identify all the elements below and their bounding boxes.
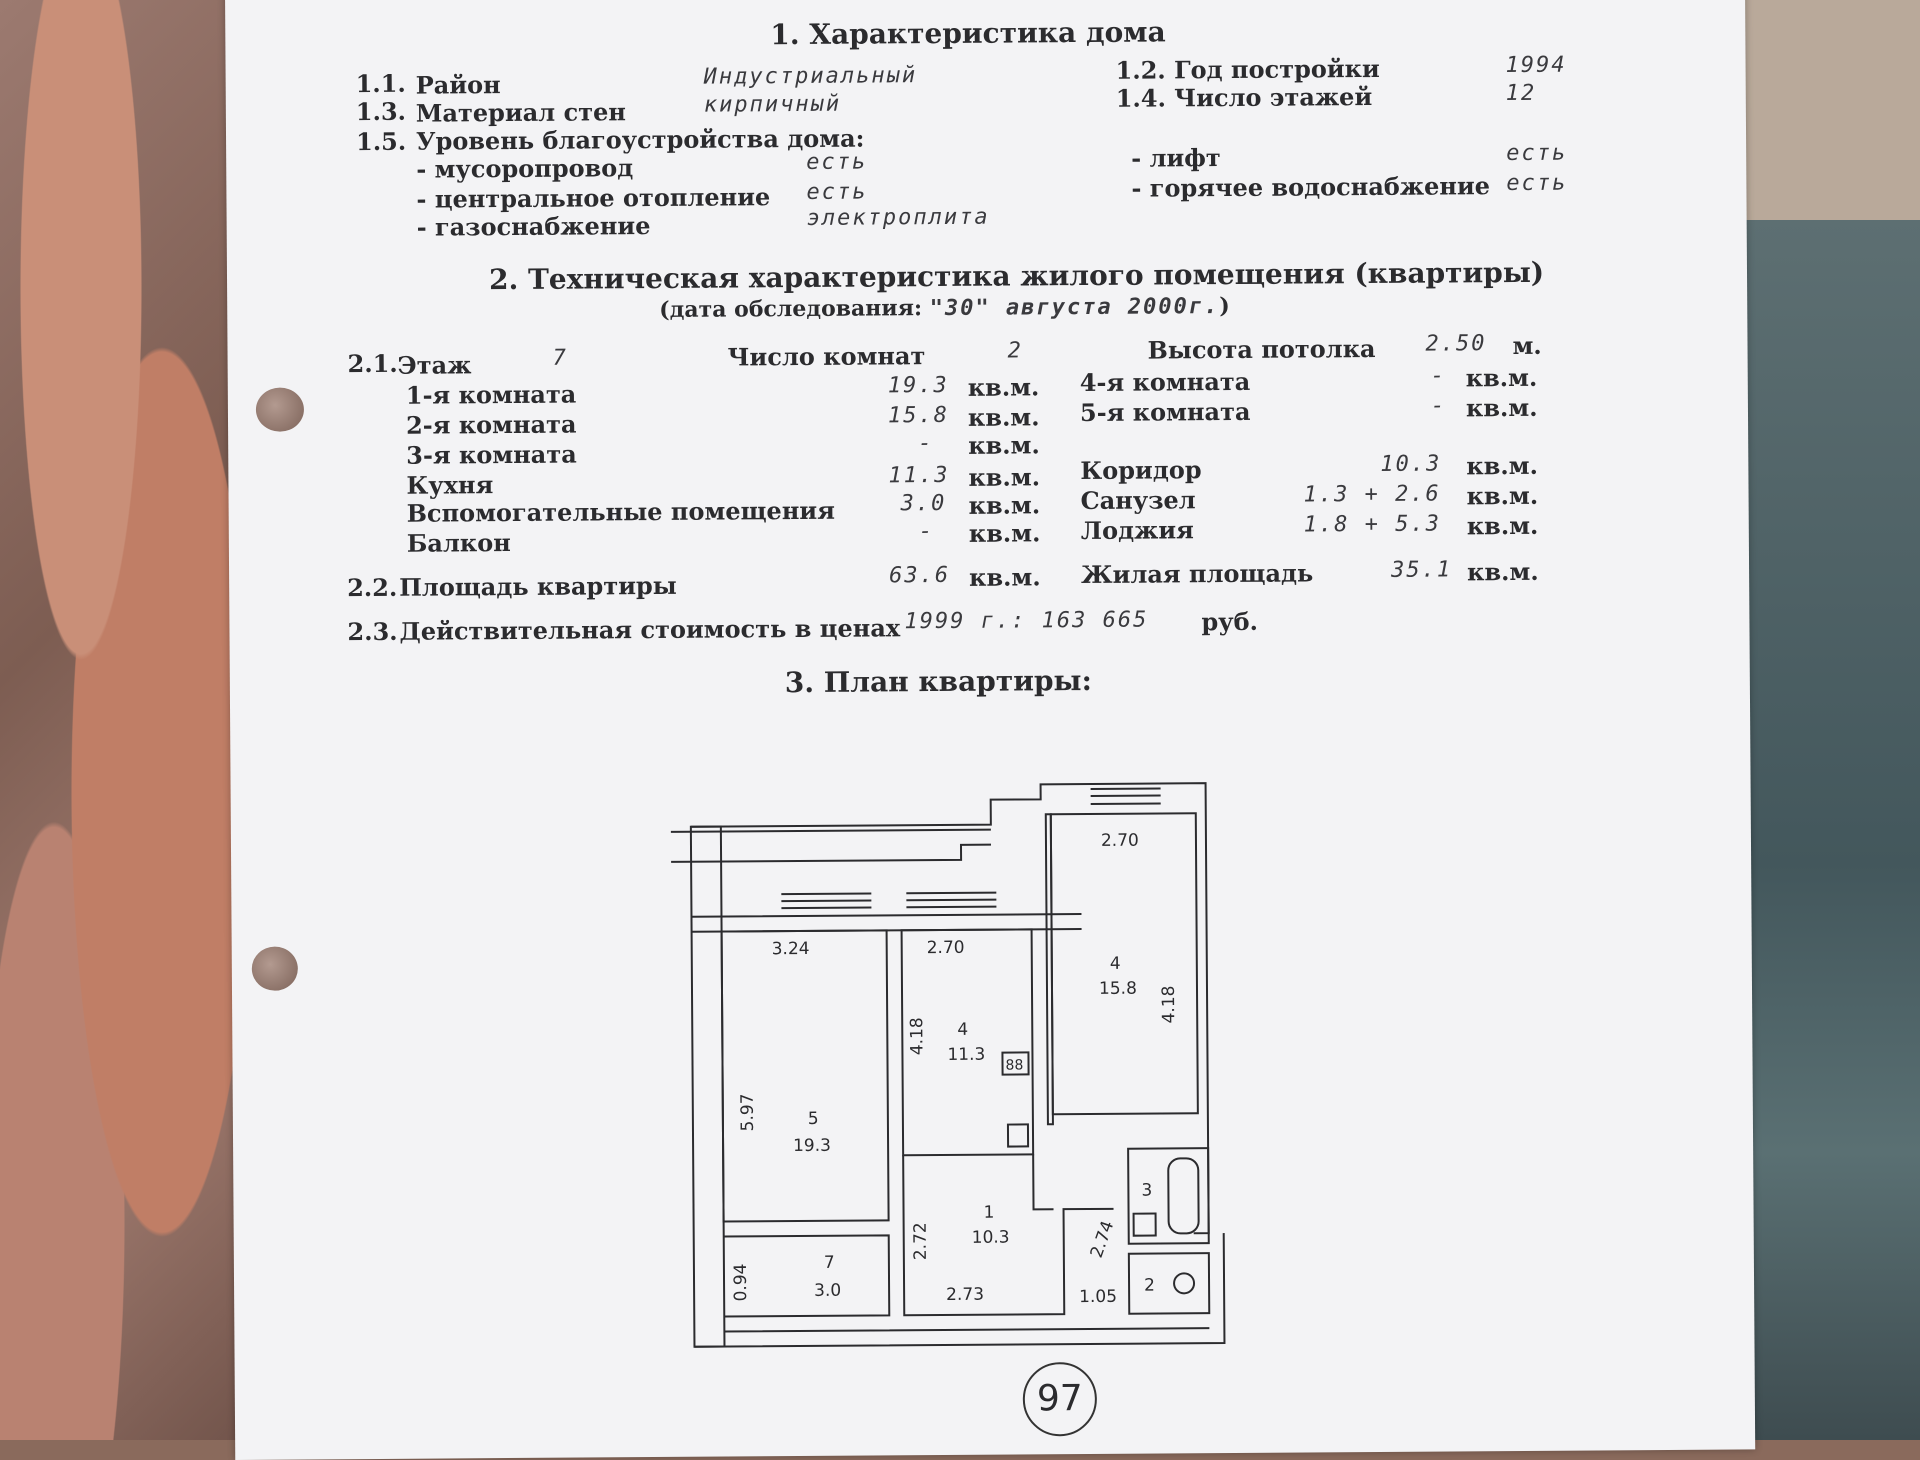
item-balcony-label: Балкон [406,528,511,558]
item-loggia-value: 1.8 + 5.3 [1303,511,1442,538]
plan-wc-w: 1.05 [1079,1286,1118,1308]
row-1-3-value: кирпичный [703,91,842,118]
plan-room1-h: 5.97 [737,1093,758,1132]
ceiling-label: Высота потолка [1147,333,1376,365]
amenity-heating-value: есть [806,179,868,205]
item-bathroom-label: Санузел [1080,485,1196,516]
item-room1-unit: кв.м. [967,372,1040,402]
plan-corr-area: 10.3 [971,1227,1010,1248]
item-aux-label: Вспомогательные помещения [406,495,835,528]
amenity-lift-label: - лифт [1131,143,1221,173]
page-number: 97 [1023,1362,1098,1437]
row-1-1-num: 1.1. [355,68,406,99]
plan-kitchen-area: 11.3 [947,1044,986,1065]
item-aux-value: 3.0 [900,490,947,517]
row-1-5-label: Уровень благоустройства дома: [415,123,865,156]
item-room4-value: - [1430,363,1447,389]
item-room3-unit: кв.м. [968,430,1040,460]
plan-corr-num: 1 [983,1202,995,1223]
plan-room1-area: 19.3 [793,1135,832,1157]
row-1-3-num: 1.3. [355,96,407,127]
ceiling-unit: м. [1512,330,1542,361]
amenity-heating-label: - центральное отопление [416,182,771,214]
item-room1-value: 19.3 [887,372,949,399]
item-aux-unit: кв.м. [968,490,1041,520]
item-room2-value: 15.8 [887,402,950,429]
item-room5-value: - [1430,393,1447,419]
floor-label: Этаж [397,350,472,380]
living-area-value: 35.1 [1390,557,1453,583]
carpet-background-right [1740,0,1920,1440]
plan-kitchen-h: 4.18 [907,1017,928,1056]
ceiling-value: 2.50 [1425,331,1487,357]
plan-room1-num: 5 [807,1108,819,1129]
item-kitchen-label: Кухня [406,470,494,500]
living-area-label: Жилая площадь [1081,558,1314,590]
plan-kitchen-num: 4 [957,1019,969,1040]
floor-num: 2.1. [347,348,398,379]
item-corridor-label: Коридор [1080,455,1202,486]
item-loggia-label: Лоджия [1080,515,1194,546]
cost-num: 2.3. [347,616,398,647]
area-value: 63.6 [889,562,951,589]
cost-unit: руб. [1201,606,1259,637]
row-1-5-num: 1.5. [355,126,407,157]
item-bathroom-unit: кв.м. [1466,480,1539,511]
amenity-gas-label: - газоснабжение [416,211,651,242]
row-1-4-label: 1.4. Число этажей [1115,81,1373,113]
plan-bath-num: 3 [1141,1180,1153,1201]
plan-room2-num: 4 [1109,953,1121,974]
document-page [225,0,1755,1460]
amenity-lift-value: есть [1506,140,1568,167]
floor-value: 7 [552,345,568,371]
section2-title: 2. Техническая характеристика жилого помещения (квартиры) [488,255,1545,297]
area-label: Площадь квартиры [399,570,677,602]
item-room4-unit: кв.м. [1465,362,1538,393]
area-unit: кв.м. [969,562,1041,592]
plan-room2-h: 4.18 [1158,985,1180,1024]
plan-room2-area: 15.8 [1098,978,1137,999]
row-1-4-value: 12 [1505,80,1537,107]
item-balcony-unit: кв.м. [968,518,1041,548]
amenity-gas-value: электроплита [806,204,990,231]
amenity-garbage-value: есть [806,149,868,175]
item-kitchen-unit: кв.м. [968,462,1041,492]
item-room1-label: 1-я комната [405,379,577,410]
item-room4-label: 4-я комната [1079,366,1251,398]
section1-title: 1. Характеристика дома [770,15,1166,52]
row-1-1-value: Индустриальный [703,63,918,90]
row-1-2-label: 1.2. Год постройки [1115,53,1380,85]
apartment-floor-plan [660,752,1344,1377]
item-bathroom-value: 1.3 + 2.6 [1303,481,1441,508]
plan-pantry-area: 3.0 [814,1280,842,1301]
living-area-unit: кв.м. [1466,556,1539,587]
amenity-hotwater-label: - горячее водоснабжение [1131,171,1491,203]
plan-wc-num: 2 [1143,1275,1155,1296]
item-room3-value: - [918,431,934,457]
plan-pantry-h: 0.94 [730,1263,752,1302]
area-num: 2.2. [347,572,398,603]
item-room2-label: 2-я комната [405,409,577,440]
rooms-count-label: Число комнат [727,341,926,372]
plan-corr-w: 2.73 [946,1284,985,1305]
item-room2-unit: кв.м. [967,402,1040,432]
plan-diag: 2.74 [1086,1218,1119,1261]
plan-w1: 3.24 [771,938,810,960]
cost-value: 1999 г.: 163 665 [904,607,1149,635]
plan-pantry-num: 7 [823,1252,835,1273]
cost-label: Действительная стоимость в ценах [399,613,901,646]
item-corridor-value: 10.3 [1380,451,1442,477]
row-1-3-label: Материал стен [415,97,626,128]
item-corridor-unit: кв.м. [1466,450,1539,481]
item-loggia-unit: кв.м. [1466,510,1539,541]
rooms-count-value: 2 [1007,338,1023,364]
plan-w3: 2.70 [1100,830,1139,851]
punch-hole-top [256,387,304,431]
row-1-1-label: Район [415,70,501,100]
plan-corr-h: 2.72 [910,1222,931,1261]
item-kitchen-value: 11.3 [888,462,950,489]
amenity-garbage-label: - мусоропровод [416,153,634,184]
plan-stove-icon: 88 [1005,1057,1024,1074]
amenity-hotwater-value: есть [1506,170,1568,197]
row-1-2-value: 1994 [1505,52,1567,79]
plan-w2: 2.70 [926,937,965,959]
punch-hole-bottom [252,947,298,991]
item-balcony-value: - [918,519,935,545]
section3-title: 3. План квартиры: [784,663,1093,700]
section2-subtitle: (дата обследования: "30" августа 2000г.) [659,292,1230,323]
item-room3-label: 3-я комната [406,439,577,470]
item-room5-label: 5-я комната [1079,396,1251,428]
item-room5-unit: кв.м. [1465,392,1538,423]
